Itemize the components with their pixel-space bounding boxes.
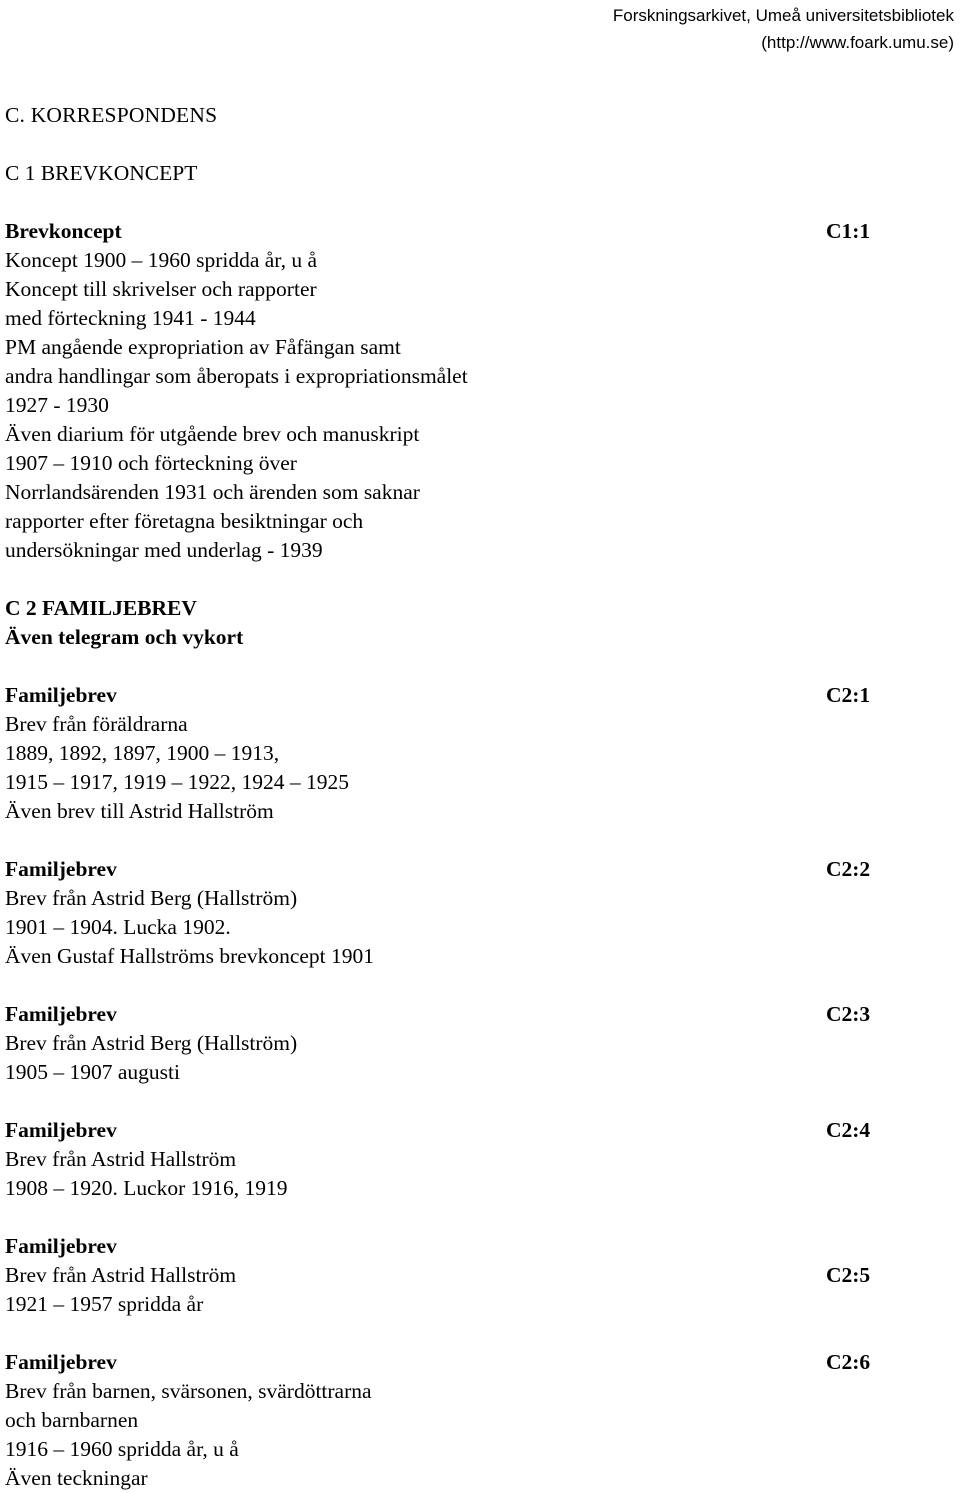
c2-entry-line: Brev från barnen, svärsonen, svärdöttrarna [5,1379,372,1403]
header-institution: Forskningsarkivet, Umeå universitetsbibliotek [612,6,954,25]
c2-entry-title: Familjebrev [5,683,117,707]
c2-entry-line: Brev från Astrid Berg (Hallström) [5,886,298,910]
c2-entry-code: C2:4 [826,1118,871,1142]
c2-entry-code: C2:2 [826,857,871,881]
c2-subheading: Även telegram och vykort [5,625,244,649]
c1-line: 1927 - 1930 [5,393,109,417]
c2-entry-line: 1915 – 1917, 1919 – 1922, 1924 – 1925 [5,770,349,794]
c1-line: 1907 – 1910 och förteckning över [5,451,297,475]
c2-entry-title: Familjebrev [5,1234,117,1258]
c2-entry-line: 1916 – 1960 spridda år, u å [5,1437,239,1461]
c1-entry-title: Brevkoncept [5,219,122,243]
header-url: (http://www.foark.umu.se) [761,33,954,52]
c2-entry-title: Familjebrev [5,1002,117,1026]
c2-entry-line: Även teckningar [5,1466,148,1490]
c2-entry-title: Familjebrev [5,857,117,881]
c2-entry-line: Brev från föräldrarna [5,712,188,736]
c1-line: undersökningar med underlag - 1939 [5,538,323,562]
c2-entry-code: C2:6 [826,1350,871,1374]
c1-line: rapporter efter företagna besiktningar och [5,509,364,533]
c1-line: Koncept till skrivelser och rapporter [5,277,317,301]
c2-entry-line: 1908 – 1920. Luckor 1916, 1919 [5,1176,288,1200]
c1-line: PM angående expropriation av Fåfängan samt [5,335,401,359]
c1-line: andra handlingar som åberopats i expropriationsmålet [5,364,468,388]
c2-entry-line: Brev från Astrid Berg (Hallström) [5,1031,298,1055]
c2-entry-line: Även brev till Astrid Hallström [5,799,274,823]
c2-entry-line: 1905 – 1907 augusti [5,1060,180,1084]
c1-line: Även diarium för utgående brev och manuskript [5,422,420,446]
page-header [613,2,954,56]
c2-entry-title: Familjebrev [5,1118,117,1142]
c2-entry-line: Brev från Astrid Hallström [5,1263,237,1287]
c2-entry-code: C2:1 [826,683,871,707]
c2-entry-line: och barnbarnen [5,1408,139,1432]
c2-entry-line: 1921 – 1957 spridda år [5,1292,204,1316]
c2-entry-code: C2:3 [826,1002,871,1026]
c1-line: Koncept 1900 – 1960 spridda år, u å [5,248,318,272]
section-title: C. KORRESPONDENS [5,103,218,127]
c1-entry-code: C1:1 [826,219,871,243]
c2-entry-line: 1901 – 1904. Lucka 1902. [5,915,231,939]
c1-line: med förteckning 1941 - 1944 [5,306,256,330]
c2-entry-title: Familjebrev [5,1350,117,1374]
c1-heading: C 1 BREVKONCEPT [5,161,198,185]
c2-entry-line: Även Gustaf Hallströms brevkoncept 1901 [5,944,375,968]
c2-heading: C 2 FAMILJEBREV [5,596,197,620]
c2-entry-line: Brev från Astrid Hallström [5,1147,237,1171]
c2-entry-line: 1889, 1892, 1897, 1900 – 1913, [5,741,280,765]
c2-entry-code: C2:5 [826,1263,871,1287]
c1-line: Norrlandsärenden 1931 och ärenden som saknar [5,480,420,504]
